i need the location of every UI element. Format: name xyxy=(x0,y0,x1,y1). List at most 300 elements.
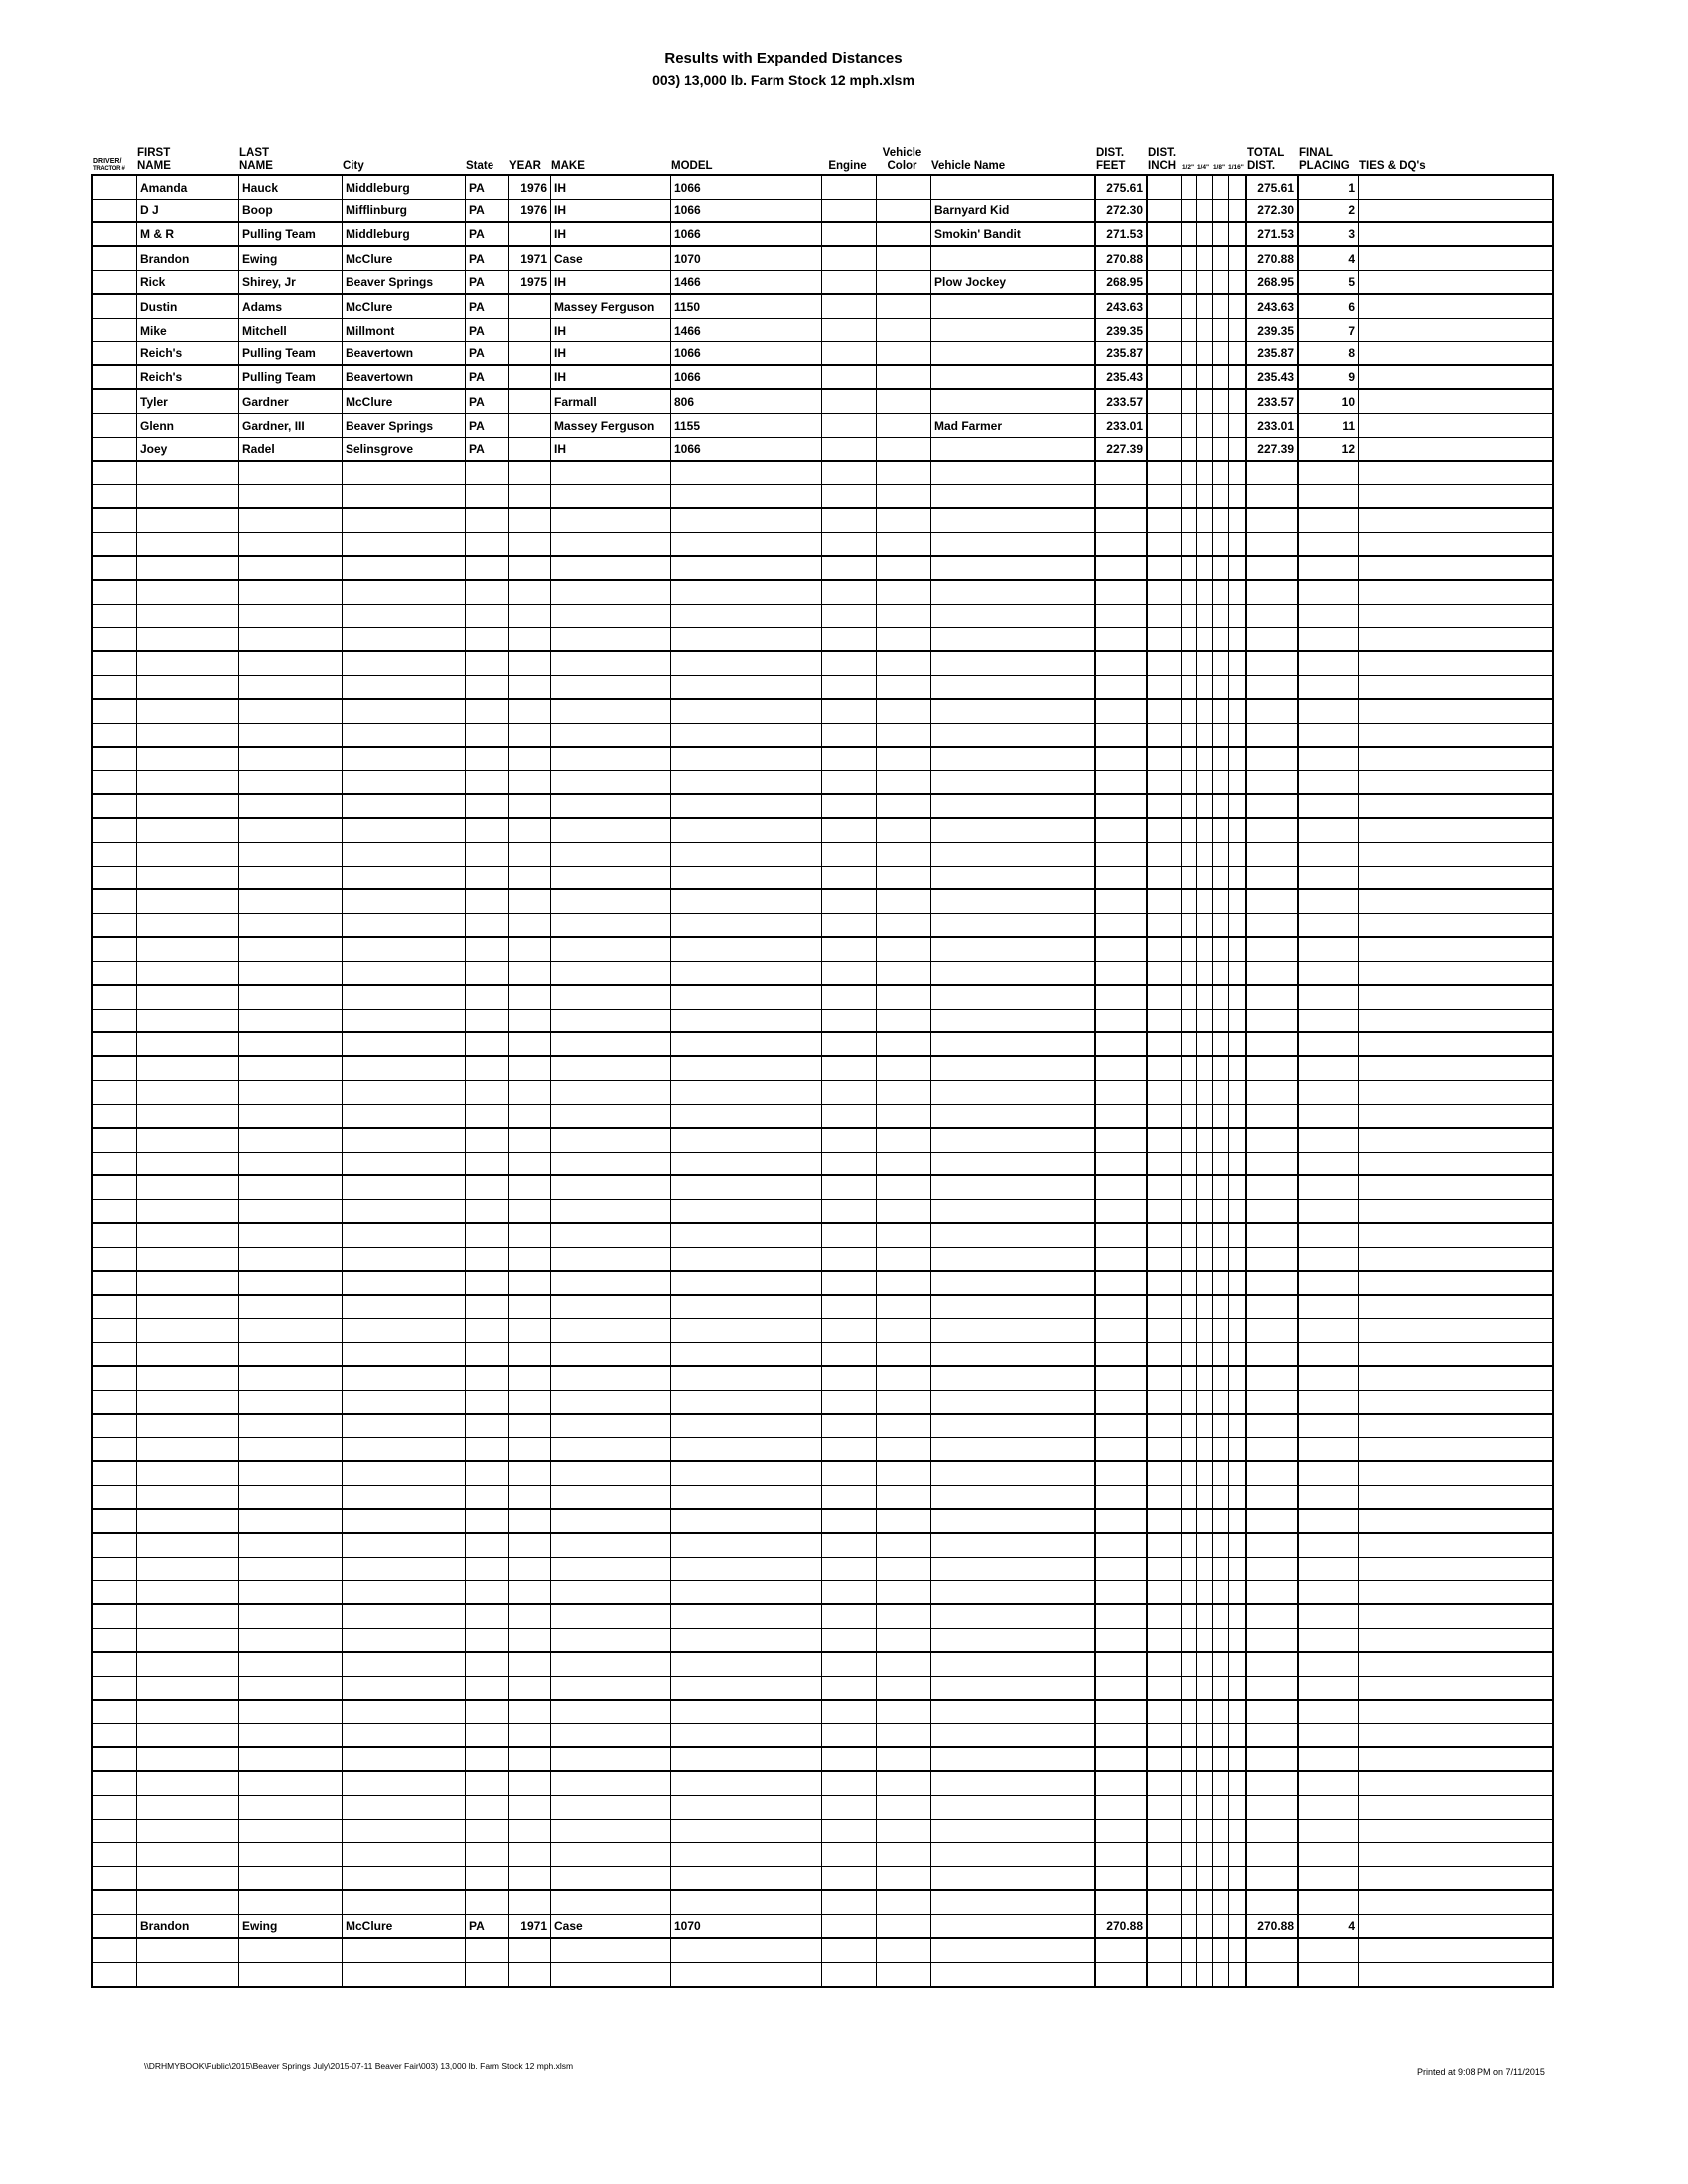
cell-first-name xyxy=(137,1820,239,1842)
cell-city xyxy=(343,1843,466,1866)
column-header-total-dist: TOTAL DIST. xyxy=(1247,147,1285,172)
cell-final-placing xyxy=(1299,1486,1359,1508)
table-row xyxy=(93,1558,1552,1581)
cell-sixteenth-inch xyxy=(1229,223,1247,245)
cell-model xyxy=(671,1558,822,1580)
cell-state xyxy=(466,1343,509,1365)
cell-vehicle-name xyxy=(931,295,1096,318)
cell-quarter-inch xyxy=(1197,938,1213,961)
cell-model xyxy=(671,1033,822,1055)
cell-engine xyxy=(822,557,877,579)
table-row xyxy=(93,1701,1552,1724)
cell-ties-dqs xyxy=(1359,1367,1552,1390)
cell-year xyxy=(509,1105,551,1127)
cell-state xyxy=(466,819,509,842)
cell-eighth-inch xyxy=(1213,1010,1229,1031)
cell-state xyxy=(466,700,509,723)
cell-first-name xyxy=(137,628,239,650)
cell-final-placing xyxy=(1299,938,1359,961)
cell-quarter-inch xyxy=(1197,1105,1213,1127)
cell-make xyxy=(551,1653,671,1676)
column-header-quarter-inch: 1/4" xyxy=(1196,164,1210,171)
column-header-year: YEAR xyxy=(509,160,541,172)
cell-quarter-inch xyxy=(1197,1891,1213,1914)
cell-tractor-id xyxy=(93,366,137,388)
cell-last-name xyxy=(239,1343,343,1365)
cell-tractor-id xyxy=(93,1701,137,1723)
table-row xyxy=(93,1105,1552,1129)
cell-total-dist xyxy=(1247,1153,1299,1174)
cell-quarter-inch xyxy=(1197,438,1213,460)
cell-half-inch xyxy=(1182,1010,1197,1031)
cell-model xyxy=(671,1605,822,1628)
cell-final-placing xyxy=(1299,509,1359,532)
cell-first-name xyxy=(137,462,239,484)
cell-vehicle-name xyxy=(931,247,1096,270)
cell-sixteenth-inch xyxy=(1229,1010,1247,1031)
cell-make xyxy=(551,962,671,984)
cell-quarter-inch xyxy=(1197,843,1213,866)
cell-tractor-id xyxy=(93,1843,137,1866)
cell-ties-dqs xyxy=(1359,628,1552,650)
cell-state xyxy=(466,771,509,793)
cell-vehicle-color xyxy=(877,676,931,698)
cell-vehicle-color xyxy=(877,414,931,437)
cell-state xyxy=(466,1105,509,1127)
cell-engine xyxy=(822,1677,877,1699)
cell-state xyxy=(466,1748,509,1770)
cell-eighth-inch xyxy=(1213,1510,1229,1532)
cell-half-inch xyxy=(1182,938,1197,961)
table-row xyxy=(93,438,1552,462)
cell-last-name xyxy=(239,652,343,675)
cell-final-placing xyxy=(1299,1939,1359,1962)
cell-state xyxy=(466,724,509,746)
cell-vehicle-name xyxy=(931,1772,1096,1795)
cell-model xyxy=(671,1153,822,1174)
cell-first-name xyxy=(137,1129,239,1152)
cell-total-dist xyxy=(1247,1010,1299,1031)
cell-dist-feet xyxy=(1096,1296,1148,1318)
cell-make xyxy=(551,1057,671,1080)
cell-model: 1155 xyxy=(671,414,822,437)
cell-engine xyxy=(822,200,877,221)
cell-tractor-id xyxy=(93,1796,137,1819)
cell-make xyxy=(551,1010,671,1031)
cell-quarter-inch xyxy=(1197,652,1213,675)
cell-dist-inch xyxy=(1148,1724,1182,1746)
cell-eighth-inch xyxy=(1213,319,1229,341)
cell-total-dist: 270.88 xyxy=(1247,1915,1299,1937)
cell-quarter-inch xyxy=(1197,1820,1213,1842)
cell-vehicle-color xyxy=(877,724,931,746)
cell-final-placing xyxy=(1299,1105,1359,1127)
cell-year xyxy=(509,1629,551,1651)
cell-quarter-inch xyxy=(1197,485,1213,507)
cell-quarter-inch xyxy=(1197,1081,1213,1104)
cell-sixteenth-inch xyxy=(1229,1748,1247,1770)
cell-city xyxy=(343,1319,466,1342)
cell-vehicle-name xyxy=(931,1963,1096,1986)
cell-last-name: Pulling Team xyxy=(239,366,343,388)
cell-quarter-inch xyxy=(1197,1796,1213,1819)
cell-engine xyxy=(822,1129,877,1152)
cell-engine xyxy=(822,1033,877,1055)
cell-first-name: D J xyxy=(137,200,239,221)
cell-total-dist xyxy=(1247,1391,1299,1413)
cell-dist-feet xyxy=(1096,1033,1148,1055)
cell-make: Massey Ferguson xyxy=(551,414,671,437)
cell-make xyxy=(551,1153,671,1174)
cell-dist-feet: 235.43 xyxy=(1096,366,1148,388)
cell-state xyxy=(466,938,509,961)
cell-last-name xyxy=(239,1176,343,1199)
cell-year xyxy=(509,1939,551,1962)
cell-dist-feet: 243.63 xyxy=(1096,295,1148,318)
cell-first-name xyxy=(137,1081,239,1104)
cell-make xyxy=(551,1129,671,1152)
cell-engine xyxy=(822,843,877,866)
cell-dist-feet: 272.30 xyxy=(1096,200,1148,221)
cell-dist-feet xyxy=(1096,628,1148,650)
cell-eighth-inch xyxy=(1213,509,1229,532)
cell-year: 1971 xyxy=(509,247,551,270)
cell-ties-dqs xyxy=(1359,176,1552,199)
cell-ties-dqs xyxy=(1359,1486,1552,1508)
cell-vehicle-color xyxy=(877,1296,931,1318)
cell-city xyxy=(343,1724,466,1746)
cell-model xyxy=(671,485,822,507)
cell-ties-dqs xyxy=(1359,342,1552,364)
cell-tractor-id xyxy=(93,1486,137,1508)
cell-year xyxy=(509,1796,551,1819)
cell-dist-inch xyxy=(1148,1296,1182,1318)
cell-sixteenth-inch xyxy=(1229,1081,1247,1104)
cell-make xyxy=(551,533,671,555)
cell-half-inch xyxy=(1182,319,1197,341)
cell-vehicle-name xyxy=(931,605,1096,627)
cell-make xyxy=(551,1462,671,1485)
cell-last-name xyxy=(239,1272,343,1294)
cell-dist-feet xyxy=(1096,1963,1148,1986)
cell-eighth-inch xyxy=(1213,1843,1229,1866)
table-row xyxy=(93,533,1552,557)
cell-tractor-id xyxy=(93,795,137,817)
cell-model xyxy=(671,1081,822,1104)
cell-dist-inch xyxy=(1148,509,1182,532)
cell-final-placing xyxy=(1299,1248,1359,1270)
cell-dist-feet xyxy=(1096,1939,1148,1962)
cell-vehicle-color xyxy=(877,581,931,604)
cell-city xyxy=(343,1605,466,1628)
cell-tractor-id xyxy=(93,700,137,723)
cell-final-placing xyxy=(1299,1129,1359,1152)
cell-tractor-id xyxy=(93,1057,137,1080)
cell-year xyxy=(509,557,551,579)
cell-state xyxy=(466,1367,509,1390)
column-header-final-placing: FINAL PLACING xyxy=(1299,147,1350,172)
cell-state xyxy=(466,462,509,484)
cell-engine xyxy=(822,1534,877,1557)
cell-engine xyxy=(822,1772,877,1795)
cell-engine xyxy=(822,1415,877,1437)
cell-vehicle-name xyxy=(931,1296,1096,1318)
cell-eighth-inch xyxy=(1213,605,1229,627)
cell-state: PA xyxy=(466,342,509,364)
cell-vehicle-name xyxy=(931,1915,1096,1937)
cell-first-name xyxy=(137,1605,239,1628)
cell-final-placing: 1 xyxy=(1299,176,1359,199)
cell-last-name xyxy=(239,1701,343,1723)
cell-eighth-inch xyxy=(1213,1224,1229,1247)
cell-engine xyxy=(822,366,877,388)
cell-quarter-inch xyxy=(1197,890,1213,913)
cell-dist-feet: 270.88 xyxy=(1096,1915,1148,1937)
cell-city xyxy=(343,1748,466,1770)
cell-vehicle-color xyxy=(877,1867,931,1889)
cell-dist-feet xyxy=(1096,1200,1148,1222)
cell-model xyxy=(671,1796,822,1819)
cell-total-dist xyxy=(1247,1057,1299,1080)
cell-year: 1975 xyxy=(509,271,551,293)
cell-vehicle-color xyxy=(877,914,931,936)
cell-total-dist xyxy=(1247,795,1299,817)
cell-final-placing xyxy=(1299,819,1359,842)
cell-first-name xyxy=(137,1510,239,1532)
cell-vehicle-color xyxy=(877,1534,931,1557)
cell-year xyxy=(509,1772,551,1795)
cell-eighth-inch xyxy=(1213,1629,1229,1651)
cell-last-name xyxy=(239,890,343,913)
cell-quarter-inch xyxy=(1197,1176,1213,1199)
cell-dist-inch xyxy=(1148,366,1182,388)
cell-city: Mifflinburg xyxy=(343,200,466,221)
cell-engine xyxy=(822,819,877,842)
cell-make: IH xyxy=(551,271,671,293)
cell-total-dist xyxy=(1247,485,1299,507)
cell-vehicle-color xyxy=(877,1462,931,1485)
cell-model xyxy=(671,1939,822,1962)
cell-eighth-inch xyxy=(1213,1891,1229,1914)
cell-final-placing: 4 xyxy=(1299,247,1359,270)
cell-ties-dqs xyxy=(1359,867,1552,888)
cell-last-name: Ewing xyxy=(239,1915,343,1937)
cell-vehicle-color xyxy=(877,1653,931,1676)
cell-quarter-inch xyxy=(1197,342,1213,364)
cell-make xyxy=(551,1415,671,1437)
cell-eighth-inch xyxy=(1213,1319,1229,1342)
table-row xyxy=(93,1081,1552,1105)
cell-last-name xyxy=(239,1677,343,1699)
cell-city xyxy=(343,462,466,484)
cell-vehicle-name xyxy=(931,1176,1096,1199)
cell-last-name xyxy=(239,1296,343,1318)
cell-eighth-inch xyxy=(1213,1724,1229,1746)
cell-quarter-inch xyxy=(1197,1129,1213,1152)
cell-model xyxy=(671,819,822,842)
table-row xyxy=(93,1391,1552,1415)
cell-ties-dqs xyxy=(1359,795,1552,817)
cell-make xyxy=(551,748,671,770)
cell-half-inch xyxy=(1182,247,1197,270)
cell-dist-inch xyxy=(1148,1486,1182,1508)
table-row xyxy=(93,1843,1552,1867)
cell-sixteenth-inch xyxy=(1229,319,1247,341)
cell-year xyxy=(509,1605,551,1628)
cell-quarter-inch xyxy=(1197,509,1213,532)
cell-tractor-id xyxy=(93,914,137,936)
cell-last-name xyxy=(239,1248,343,1270)
cell-dist-feet xyxy=(1096,962,1148,984)
cell-last-name xyxy=(239,581,343,604)
table-row xyxy=(93,771,1552,795)
cell-half-inch xyxy=(1182,1438,1197,1460)
cell-ties-dqs xyxy=(1359,605,1552,627)
cell-half-inch xyxy=(1182,867,1197,888)
cell-city xyxy=(343,795,466,817)
cell-dist-feet xyxy=(1096,1057,1148,1080)
cell-total-dist xyxy=(1247,914,1299,936)
cell-make xyxy=(551,890,671,913)
cell-engine xyxy=(822,1891,877,1914)
cell-quarter-inch xyxy=(1197,200,1213,221)
cell-model: 1466 xyxy=(671,271,822,293)
cell-eighth-inch xyxy=(1213,1081,1229,1104)
cell-vehicle-color xyxy=(877,1033,931,1055)
cell-make xyxy=(551,1867,671,1889)
cell-half-inch xyxy=(1182,1367,1197,1390)
cell-dist-inch xyxy=(1148,247,1182,270)
table-row xyxy=(93,1891,1552,1915)
cell-total-dist xyxy=(1247,1701,1299,1723)
cell-sixteenth-inch xyxy=(1229,843,1247,866)
cell-city xyxy=(343,1867,466,1889)
cell-first-name xyxy=(137,1224,239,1247)
cell-last-name xyxy=(239,843,343,866)
cell-quarter-inch xyxy=(1197,414,1213,437)
cell-total-dist: 235.43 xyxy=(1247,366,1299,388)
cell-make xyxy=(551,843,671,866)
cell-make xyxy=(551,1629,671,1651)
report-title: Results with Expanded Distances xyxy=(664,50,903,67)
cell-year xyxy=(509,1129,551,1152)
cell-engine xyxy=(822,1963,877,1986)
cell-city: Middleburg xyxy=(343,176,466,199)
cell-final-placing xyxy=(1299,1415,1359,1437)
cell-ties-dqs xyxy=(1359,366,1552,388)
cell-ties-dqs xyxy=(1359,200,1552,221)
cell-last-name xyxy=(239,986,343,1009)
cell-state: PA xyxy=(466,390,509,413)
cell-eighth-inch xyxy=(1213,1367,1229,1390)
cell-total-dist xyxy=(1247,1486,1299,1508)
cell-vehicle-name xyxy=(931,1843,1096,1866)
cell-make xyxy=(551,557,671,579)
cell-first-name xyxy=(137,1748,239,1770)
cell-vehicle-name xyxy=(931,1367,1096,1390)
cell-sixteenth-inch xyxy=(1229,795,1247,817)
cell-sixteenth-inch xyxy=(1229,1438,1247,1460)
cell-state xyxy=(466,1486,509,1508)
cell-half-inch xyxy=(1182,1629,1197,1651)
cell-quarter-inch xyxy=(1197,676,1213,698)
cell-first-name xyxy=(137,986,239,1009)
cell-make xyxy=(551,1438,671,1460)
cell-year xyxy=(509,890,551,913)
cell-sixteenth-inch xyxy=(1229,1963,1247,1986)
cell-make xyxy=(551,1176,671,1199)
cell-city xyxy=(343,628,466,650)
cell-quarter-inch xyxy=(1197,1057,1213,1080)
cell-tractor-id xyxy=(93,1891,137,1914)
cell-model xyxy=(671,867,822,888)
cell-quarter-inch xyxy=(1197,1200,1213,1222)
cell-sixteenth-inch xyxy=(1229,700,1247,723)
cell-vehicle-color xyxy=(877,271,931,293)
cell-half-inch xyxy=(1182,1200,1197,1222)
cell-dist-feet xyxy=(1096,509,1148,532)
cell-sixteenth-inch xyxy=(1229,676,1247,698)
cell-dist-feet xyxy=(1096,890,1148,913)
cell-ties-dqs xyxy=(1359,1462,1552,1485)
cell-model xyxy=(671,652,822,675)
cell-make xyxy=(551,1510,671,1532)
cell-ties-dqs xyxy=(1359,1915,1552,1937)
cell-vehicle-name xyxy=(931,176,1096,199)
cell-city: Selinsgrove xyxy=(343,438,466,460)
cell-final-placing xyxy=(1299,1843,1359,1866)
cell-half-inch xyxy=(1182,1796,1197,1819)
cell-half-inch xyxy=(1182,986,1197,1009)
cell-engine xyxy=(822,509,877,532)
cell-make xyxy=(551,1796,671,1819)
cell-dist-feet xyxy=(1096,1438,1148,1460)
cell-vehicle-name xyxy=(931,462,1096,484)
cell-vehicle-color xyxy=(877,557,931,579)
cell-dist-inch xyxy=(1148,557,1182,579)
cell-model xyxy=(671,1438,822,1460)
cell-last-name xyxy=(239,1820,343,1842)
cell-total-dist xyxy=(1247,581,1299,604)
cell-dist-inch xyxy=(1148,771,1182,793)
cell-ties-dqs xyxy=(1359,1843,1552,1866)
cell-model xyxy=(671,1963,822,1986)
cell-quarter-inch xyxy=(1197,914,1213,936)
cell-dist-feet xyxy=(1096,1176,1148,1199)
cell-dist-inch xyxy=(1148,1153,1182,1174)
cell-year xyxy=(509,1296,551,1318)
cell-first-name xyxy=(137,1319,239,1342)
cell-sixteenth-inch xyxy=(1229,962,1247,984)
cell-sixteenth-inch xyxy=(1229,557,1247,579)
cell-state xyxy=(466,1534,509,1557)
cell-final-placing xyxy=(1299,867,1359,888)
cell-year xyxy=(509,414,551,437)
cell-year xyxy=(509,843,551,866)
cell-half-inch xyxy=(1182,366,1197,388)
cell-final-placing xyxy=(1299,462,1359,484)
cell-city xyxy=(343,1891,466,1914)
cell-vehicle-color xyxy=(877,1605,931,1628)
cell-vehicle-name xyxy=(931,438,1096,460)
cell-tractor-id xyxy=(93,724,137,746)
cell-ties-dqs xyxy=(1359,1939,1552,1962)
cell-model: 1066 xyxy=(671,200,822,221)
cell-city xyxy=(343,1939,466,1962)
cell-half-inch xyxy=(1182,771,1197,793)
cell-tractor-id xyxy=(93,1176,137,1199)
cell-vehicle-name xyxy=(931,1510,1096,1532)
